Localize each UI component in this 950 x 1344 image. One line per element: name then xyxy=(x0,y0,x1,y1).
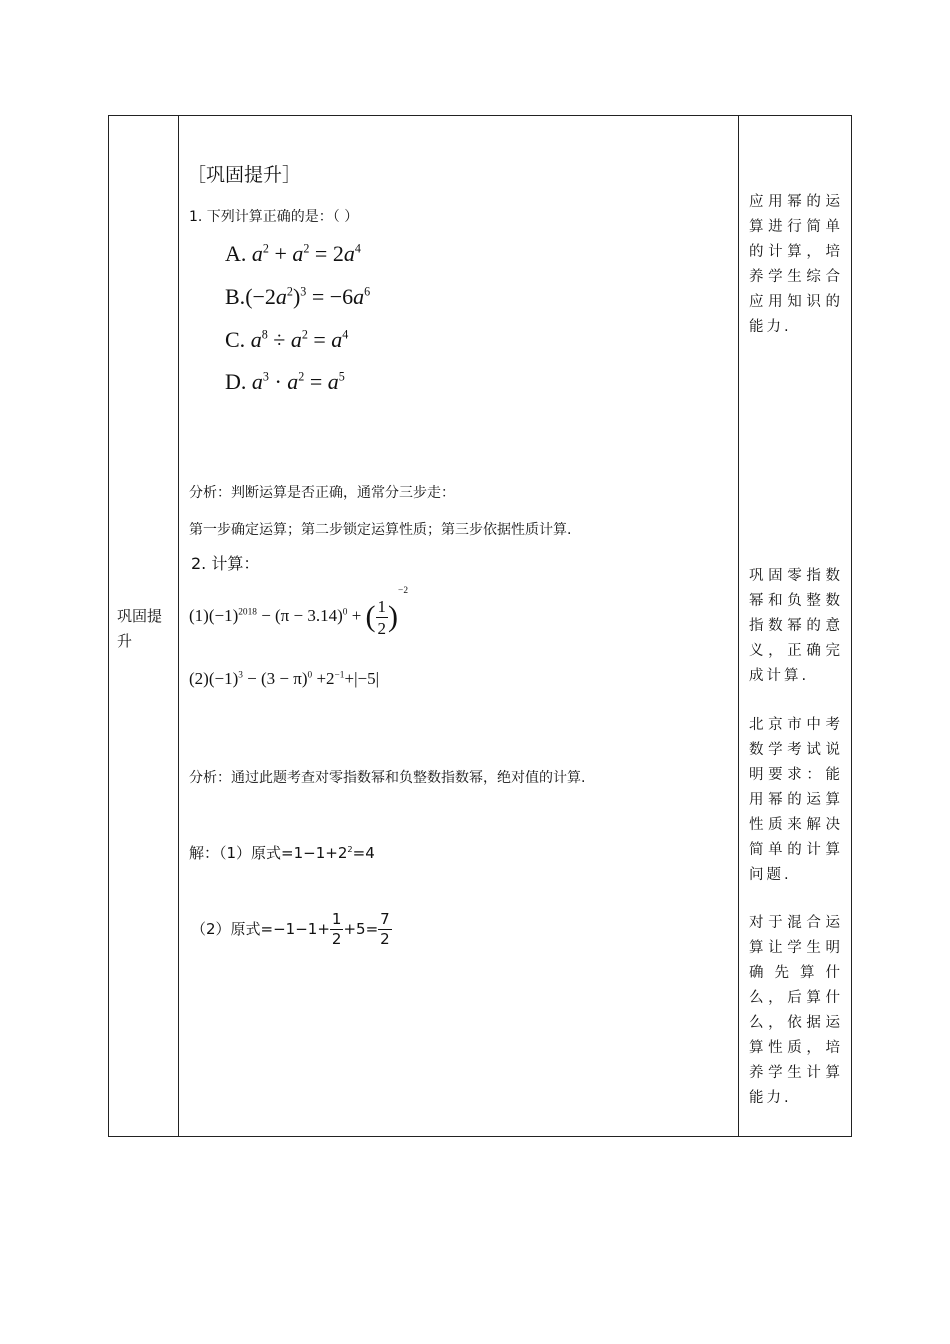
q1-option-d: D. $a^3 \cdot a^2 = a^5$ xyxy=(225,369,345,394)
q2-title: 2. 计算： xyxy=(191,554,260,573)
option-label: A. xyxy=(225,241,247,266)
q2-part2: $(2)(-1)^3 - (3 - \pi)^0 +2^{-1}+|-5|$ xyxy=(189,669,379,688)
option-label: B. xyxy=(225,284,246,309)
note-2: 巩固零指数幂和负整数指数幂的意义，正确完成计算. xyxy=(749,568,843,684)
q1-analysis-line2: 第一步确定运算；第二步锁定运算性质；第三步依据性质计算. xyxy=(189,522,572,538)
q1-option-a: A. $a^2 + a^2 = 2a^4$ xyxy=(225,241,361,266)
section-label: 巩固提升 xyxy=(117,607,163,650)
part-label: (1) xyxy=(189,606,209,625)
content-column xyxy=(179,116,739,1136)
lesson-table xyxy=(108,115,852,1137)
q2-part1: $(1)(-1)^{2018} - (\pi - 3.14)^0$ + ( $\frac{1}{2}$ )$^{-2}$ xyxy=(189,586,408,638)
q2-solution-1: 解：（1）原式$=1-1+2^2=4$ xyxy=(189,844,375,862)
notes-column xyxy=(739,116,853,1136)
q2-analysis: 分析：通过此题考查对零指数幂和负整数指数幂，绝对值的计算. xyxy=(189,770,586,786)
q1-option-c: C. $a^8 \div a^2 = a^4$ xyxy=(225,327,349,352)
section-title: ［巩固提升］ xyxy=(187,164,302,186)
section-column xyxy=(109,116,179,1136)
note-1: 应用幂的运算进行简单的计算，培养学生综合应用知识的能力. xyxy=(749,194,843,335)
q1-prompt: 1. 下列计算正确的是：（ ） xyxy=(189,209,359,225)
q1-option-b: $B.(-2a^2)^3 = -6a^6$ xyxy=(225,284,371,309)
part-label: (2) xyxy=(189,669,209,688)
note-4: 对于混合运算让学生明确先算什么，后算什么，依据运算性质，培养学生计算能力. xyxy=(749,915,843,1106)
note-3: 北京市中考数学考试说明要求：能用幂的运算性质来解决简单的计算问题. xyxy=(749,717,843,883)
q1-analysis-line1: 分析：判断运算是否正确，通常分三步走： xyxy=(189,485,455,501)
option-label: C. xyxy=(225,327,246,352)
option-label: D. xyxy=(225,369,247,394)
q2-solution-2: （2）原式=−1−1+ $\frac{1}{2}$ +5= $\frac{7}{2}$ xyxy=(191,910,390,948)
